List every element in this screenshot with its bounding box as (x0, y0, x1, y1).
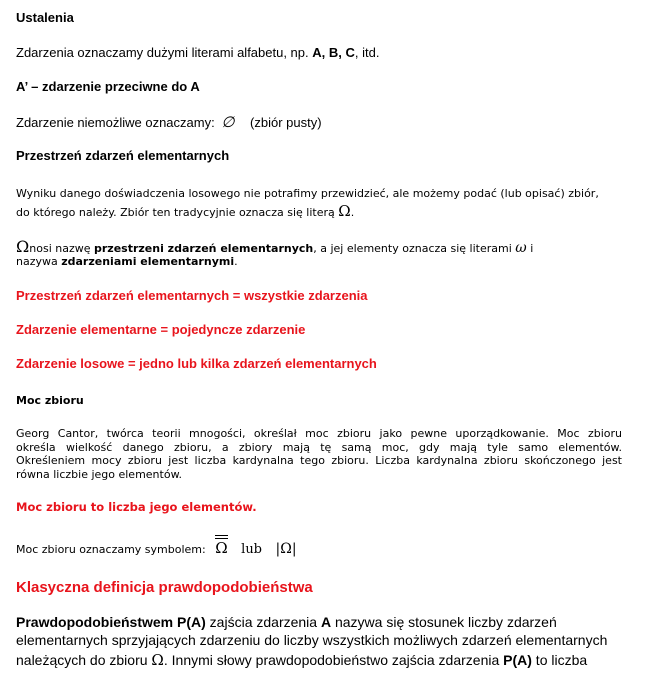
text: do którego należy. Zbiór ten tradycyjnie oznacza się literą (16, 206, 335, 219)
space-definition-line1 (16, 237, 533, 256)
text: . Innymi słowy prawdopodobieństwo zajścia zdarzenia (163, 652, 504, 668)
text: Zdarzenie niemożliwe oznaczamy: (16, 115, 215, 130)
classical-line2: elementarnych sprzyjających zdarzeniu do liczby wszystkich możliwych zdarzeń elementarnych (16, 632, 608, 648)
impossible-event-line (16, 113, 322, 131)
highlight-random-event: Zdarzenie losowe = jedno lub kilka zdarzeń elementarnych (16, 356, 377, 371)
term: A (320, 614, 332, 630)
paragraph-line: określa wielkość danego zbioru, a zbiory mają tę samą moc, gdy mają tyle samo elementów. (16, 440, 622, 454)
term: Prawdopodobieństwem P(A) (16, 614, 206, 630)
text: , a jej elementy oznacza się literami (313, 242, 512, 255)
heading-ustalenia: Ustalenia (16, 10, 74, 25)
paragraph-line: równa liczbie jego elementów. (16, 467, 183, 481)
events-notation-line (16, 45, 379, 60)
term: P(A) (503, 652, 532, 668)
term: przestrzeni zdarzeń elementarnych (94, 242, 314, 255)
heading-cardinality: Moc zbioru (16, 394, 84, 407)
text: Moc zbioru oznaczamy symbolem: (16, 543, 206, 556)
small-omega-symbol: ω (515, 240, 527, 256)
classical-line1 (16, 614, 557, 630)
cardinality-symbol-line (16, 539, 297, 557)
letters: A, B, C (312, 45, 355, 60)
text: i (530, 242, 534, 255)
text: nazywa (16, 255, 62, 268)
text: Zdarzenia oznaczamy dużymi literami alfabetu, np. (16, 45, 313, 60)
or-word: lub (241, 542, 263, 557)
text: należących do zbioru (16, 652, 148, 668)
paragraph-line: Określeniem mocy zbioru jest liczba kardynalna tego zbioru. Liczba kardynalna zbioru skończonego jest (16, 454, 622, 467)
omega-symbol: Ω (16, 237, 30, 256)
heading-classical-probability: Klasyczna definicja prawdopodobieństwa (16, 579, 313, 596)
space-definition-line2 (16, 255, 238, 268)
abs-omega-symbol: |Ω| (275, 541, 297, 557)
text: to liczba (531, 652, 588, 668)
classical-line3 (16, 651, 587, 669)
text: nazywa się stosunek liczby zdarzeń (331, 614, 557, 630)
complement-definition: A’ – zdarzenie przeciwne do A (16, 79, 200, 94)
highlight-elementary-event: Zdarzenie elementarne = pojedyncze zdarzenie (16, 322, 306, 337)
space-paragraph-line2 (16, 202, 354, 220)
highlight-sample-space: Przestrzeń zdarzeń elementarnych = wszystkie zdarzenia (16, 288, 368, 303)
term: zdarzeniami elementarnymi (61, 255, 235, 268)
overlined-omega-symbol (215, 539, 227, 557)
cardinality-paragraph (16, 427, 622, 481)
omega-symbol: Ω (151, 651, 164, 669)
text: . (350, 206, 355, 219)
text: . (234, 255, 238, 268)
heading-sample-space: Przestrzeń zdarzeń elementarnych (16, 148, 230, 163)
omega-symbol: Ω (338, 202, 351, 220)
paragraph-line: Georg Cantor, twórca teorii mnogości, określał moc zbioru jako pewne uporządkowanie. Moc zbioru (16, 427, 622, 440)
overline (215, 535, 227, 536)
overline (215, 538, 227, 539)
text: nosi nazwę (29, 242, 94, 255)
highlight-cardinality: Moc zbioru to liczba jego elementów. (16, 500, 257, 514)
text: zajścia zdarzenia (205, 614, 321, 630)
text: (zbiór pusty) (250, 115, 322, 130)
symbol: Ω (215, 539, 228, 557)
space-paragraph-line1: Wyniku danego doświadczenia losowego nie potrafimy przewidzieć, ale możemy podać (lub opisać) zbiór, (16, 187, 599, 200)
text: , itd. (354, 45, 380, 60)
empty-set-symbol: ∅ (221, 113, 235, 131)
